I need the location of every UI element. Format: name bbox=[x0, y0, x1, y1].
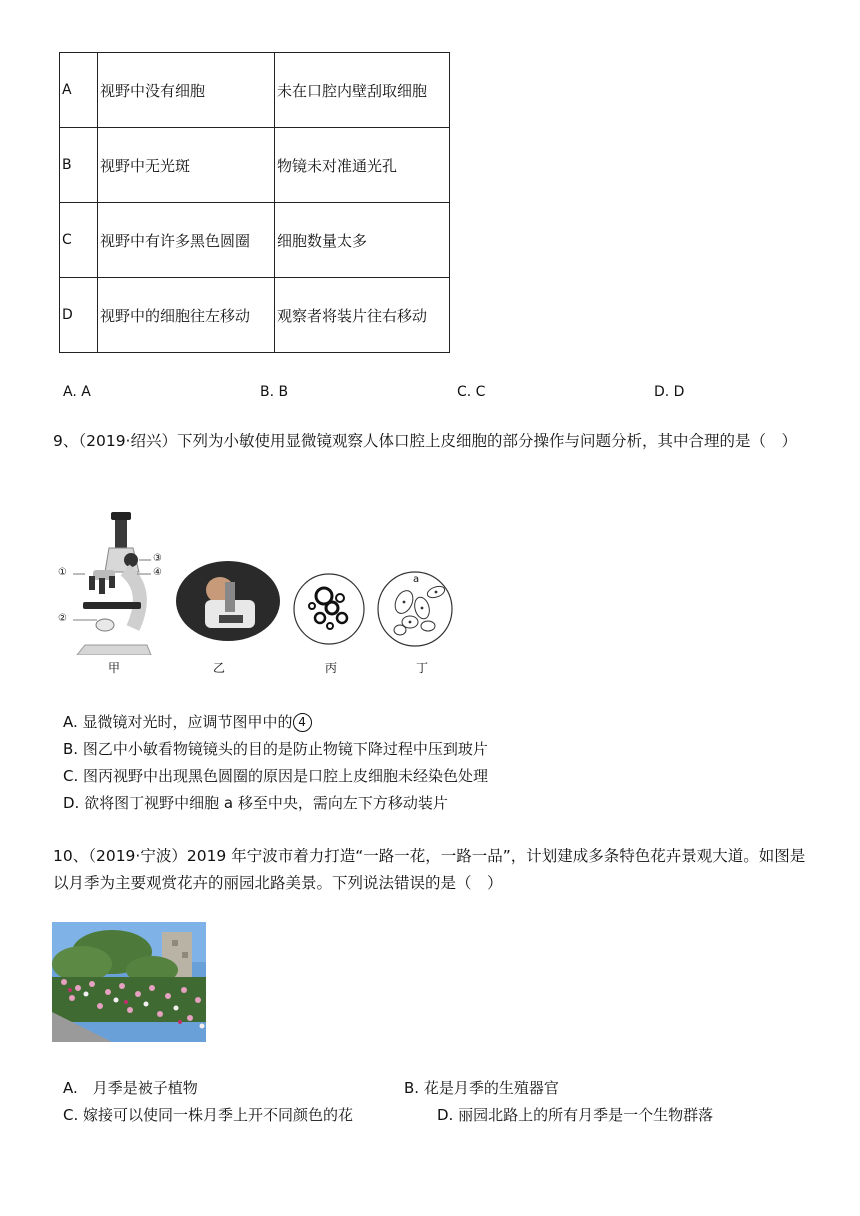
q9-option-b[interactable]: B. 图乙中小敏看物镜镜头的目的是防止物镜下降过程中压到玻片 bbox=[63, 740, 488, 758]
row-letter: A bbox=[60, 53, 98, 128]
row-reason: 物镜未对准通光孔 bbox=[275, 128, 450, 203]
row-reason: 细胞数量太多 bbox=[275, 203, 450, 278]
label-2: ② bbox=[58, 613, 67, 624]
table-row bbox=[60, 203, 450, 278]
q10-option-a[interactable]: A. 月季是被子植物 bbox=[63, 1079, 198, 1097]
caption-yi: 乙 bbox=[213, 661, 226, 675]
table-row bbox=[60, 128, 450, 203]
q9-option-a-text: A. 显微镜对光时，应调节图甲中的 bbox=[63, 713, 293, 731]
q9-option-a[interactable] bbox=[63, 711, 312, 732]
q9-option-d[interactable]: D. 欲将图丁视野中细胞 a 移至中央，需向左下方移动装片 bbox=[63, 794, 448, 812]
row-letter: B bbox=[60, 128, 98, 203]
label-1: ① bbox=[58, 567, 67, 578]
q10-stem: 10、（2019·宁波）2019 年宁波市着力打造“一路一花，一路一品”，计划建成多条特色花卉景观大道。如图是以月季为主要观赏花卉的丽园北路美景。下列说法错误的是（ ） bbox=[53, 847, 806, 892]
student-photo bbox=[175, 560, 281, 642]
q8-option-c[interactable]: C. C bbox=[457, 384, 486, 400]
q9-option-c[interactable]: C. 图丙视野中出现黑色圆圈的原因是口腔上皮细胞未经染色处理 bbox=[63, 767, 489, 785]
row-letter: C bbox=[60, 203, 98, 278]
q10-option-c[interactable]: C. 嫁接可以使同一株月季上开不同颜色的花 bbox=[63, 1106, 354, 1124]
q10-option-d[interactable]: D. 丽园北路上的所有月季是一个生物群落 bbox=[437, 1106, 714, 1124]
q8-table bbox=[59, 52, 450, 353]
row-reason: 观察者将装片往右移动 bbox=[275, 278, 450, 353]
row-phenomenon: 视野中无光斑 bbox=[98, 128, 275, 203]
row-reason: 未在口腔内壁刮取细胞 bbox=[275, 53, 450, 128]
rose-road-photo bbox=[52, 922, 206, 1042]
q9-stem: 9、（2019·绍兴）下列为小敏使用显微镜观察人体口腔上皮细胞的部分操作与问题分析，其中合理的是（ ） bbox=[53, 432, 797, 450]
caption-jia: 甲 bbox=[108, 661, 121, 675]
table-row bbox=[60, 53, 450, 128]
row-phenomenon: 视野中有许多黑色圆圈 bbox=[98, 203, 275, 278]
row-phenomenon: 视野中没有细胞 bbox=[98, 53, 275, 128]
caption-bing: 丙 bbox=[325, 661, 338, 675]
q8-option-a[interactable]: A. A bbox=[63, 384, 91, 400]
q8-option-b[interactable]: B. B bbox=[260, 384, 289, 400]
label-3: ③ bbox=[153, 553, 162, 564]
view-black-circles bbox=[292, 572, 366, 646]
cell-a-label: a bbox=[413, 574, 420, 585]
label-4: ④ bbox=[153, 567, 162, 578]
row-phenomenon: 视野中的细胞往左移动 bbox=[98, 278, 275, 353]
q10-option-b[interactable]: B. 花是月季的生殖器官 bbox=[404, 1079, 559, 1097]
row-letter: D bbox=[60, 278, 98, 353]
q8-option-d[interactable]: D. D bbox=[654, 384, 685, 400]
microscope-figure bbox=[55, 510, 165, 655]
circled-number-4: 4 bbox=[293, 713, 312, 732]
table-row bbox=[60, 278, 450, 353]
caption-ding: 丁 bbox=[416, 661, 429, 675]
